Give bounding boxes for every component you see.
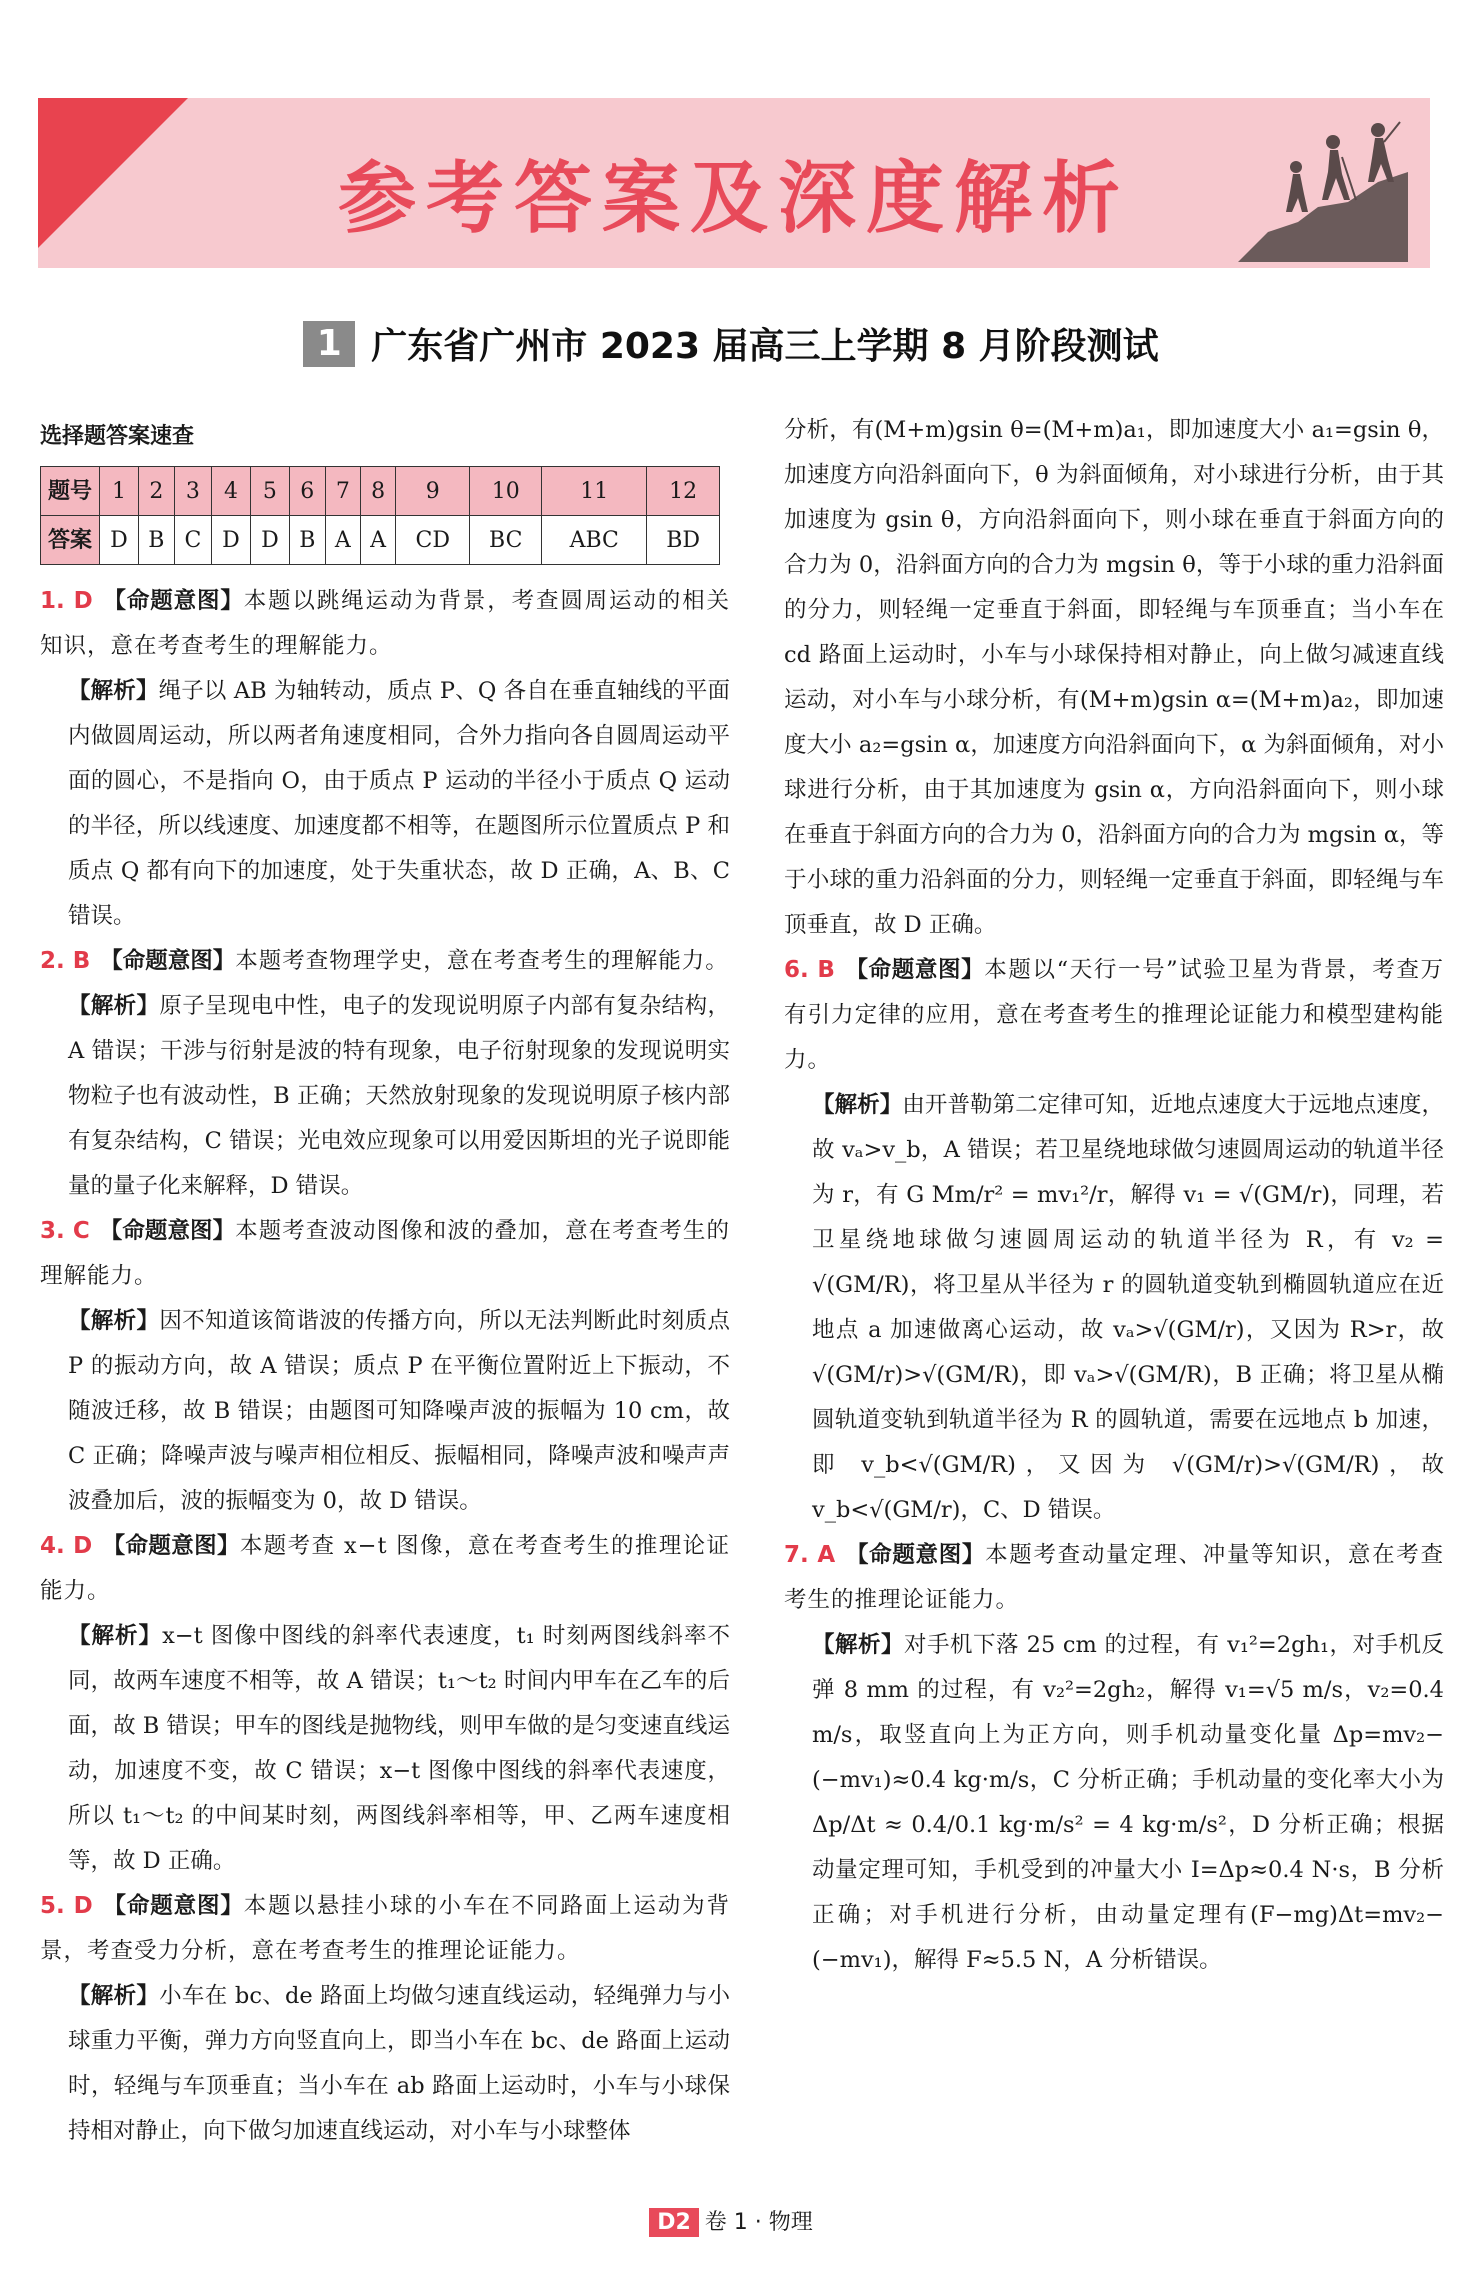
question-intent bbox=[784, 1533, 1444, 1623]
page-footer bbox=[0, 2205, 1462, 2237]
question-analysis bbox=[40, 984, 730, 1209]
banner bbox=[38, 98, 1430, 268]
table-cell: 1 bbox=[100, 467, 139, 516]
section-heading bbox=[0, 318, 1462, 369]
question-intent bbox=[40, 1209, 730, 1299]
question-3 bbox=[40, 1209, 730, 1524]
intent-tag: 【命题意图】 bbox=[102, 1533, 240, 1559]
right-column bbox=[784, 408, 1444, 1983]
table-cell: A bbox=[325, 516, 360, 565]
question-number: 2. B bbox=[40, 948, 91, 974]
question-intent bbox=[40, 1884, 730, 1974]
answer-table-ans-row bbox=[41, 516, 720, 565]
intent-text: 本题考查动量定理、冲量等知识，意在考查考生的推理论证能力。 bbox=[784, 1542, 1444, 1613]
table-cell: C bbox=[174, 516, 211, 565]
question-number: 7. A bbox=[784, 1542, 836, 1568]
analysis-tag: 【解析】 bbox=[68, 1623, 163, 1649]
question-intent bbox=[40, 579, 730, 669]
intent-text: 本题以“天行一号”试验卫星为背景，考查万有引力定律的应用，意在考查考生的推理论证能力和模型建构能力。 bbox=[784, 957, 1444, 1073]
question-intent bbox=[784, 948, 1444, 1083]
question-analysis bbox=[40, 1974, 730, 2154]
question-6 bbox=[784, 948, 1444, 1533]
analysis-tag: 【解析】 bbox=[812, 1632, 904, 1658]
intent-tag: 【命题意图】 bbox=[102, 588, 244, 614]
table-cell: 3 bbox=[174, 467, 211, 516]
question-intent bbox=[40, 939, 730, 984]
banner-title: 参考答案及深度解析 bbox=[337, 154, 1130, 244]
table-cell: B bbox=[138, 516, 174, 565]
analysis-tag: 【解析】 bbox=[68, 678, 159, 704]
question-intent bbox=[40, 1524, 730, 1614]
footer-text: 卷 1 · 物理 bbox=[704, 2210, 813, 2235]
table-cell: CD bbox=[396, 516, 470, 565]
question-analysis bbox=[784, 1623, 1444, 1983]
analysis-text: 原子呈现电中性，电子的发现说明原子内部有复杂结构，A 错误；干涉与衍射是波的特有现象，电子衍射现象的发现说明实物粒子也有波动性，B 正确；天然放射现象的发现说明原子核内部有复杂结构，C 错误；光电效应现象可以用爱因斯坦的光子说即能量的量子化来解释，D 错误。 bbox=[68, 993, 730, 1199]
table-cell: BD bbox=[647, 516, 720, 565]
analysis-text: 对手机下落 25 cm 的过程，有 v₁²=2gh₁，对手机反弹 8 mm 的过程，有 v₂²=2gh₂，解得 v₁=√5 m/s，v₂=0.4 m/s，取竖直向上为正方向，则手机动量变化量 Δp=mv₂−(−mv₁)≈0.4 kg·m/s，C 分析正确；手机动量的变化率大小为 Δp/Δt ≈ 0.4/0.1 kg·m/s² = 4 kg·m/s²，D 分析正确；根据动量定理可知，手机受到的冲量大小 I=Δp≈0.4 N·s，B 分析正确；对手机进行分析，由动量定理有(F−mg)Δt=mv₂−(−mv₁)，解得 F≈5.5 N，A 分析错误。 bbox=[812, 1632, 1444, 1973]
table-cell: D bbox=[100, 516, 139, 565]
analysis-text: x−t 图像中图线的斜率代表速度，t₁ 时刻两图线斜率不同，故两车速度不相等，故 A 错误；t₁～t₂ 时间内甲车在乙车的后面，故 B 错误；甲车的图线是抛物线，则甲车做的是匀变速直线运动，加速度不变，故 C 错误；x−t 图像中图线的斜率代表速度，所以 t₁～t₂ 的中间某时刻，两图线斜率相等，甲、乙两车速度相等，故 D 正确。 bbox=[68, 1623, 730, 1874]
table-cell: 11 bbox=[542, 467, 647, 516]
left-column bbox=[40, 418, 730, 2154]
table-cell: 8 bbox=[360, 467, 395, 516]
hikers-silhouette-icon bbox=[1238, 112, 1408, 262]
question-analysis bbox=[40, 1614, 730, 1884]
question-analysis bbox=[784, 1083, 1444, 1533]
intent-tag: 【命题意图】 bbox=[100, 948, 236, 974]
question-number: 5. D bbox=[40, 1893, 93, 1919]
table-cell: D bbox=[250, 516, 289, 565]
section-number: 1 bbox=[303, 321, 355, 367]
question-5 bbox=[40, 1884, 730, 2154]
quick-answer-title: 选择题答案速查 bbox=[40, 424, 195, 449]
intent-tag: 【命题意图】 bbox=[99, 1218, 236, 1244]
table-cell: 12 bbox=[647, 467, 720, 516]
analysis-text: 绳子以 AB 为轴转动，质点 P、Q 各自在垂直轴线的平面内做圆周运动，所以两者角速度相同，合外力指向各自圆周运动平面的圆心，不是指向 O，由于质点 P 运动的半径小于质点 Q 运动的半径，所以线速度、加速度都不相等，在题图所示位置质点 P 和质点 Q 都有向下的加速度，处于失重状态，故 D 正确，A、B、C 错误。 bbox=[68, 678, 730, 929]
analysis-tag: 【解析】 bbox=[68, 1983, 160, 2009]
table-cell: 9 bbox=[396, 467, 470, 516]
intent-tag: 【命题意图】 bbox=[845, 1542, 986, 1568]
question-2 bbox=[40, 939, 730, 1209]
section-title: 广东省广州市 2023 届高三上学期 8 月阶段测试 bbox=[371, 326, 1159, 367]
question-analysis bbox=[40, 669, 730, 939]
intent-text: 本题考查波动图像和波的叠加，意在考查考生的理解能力。 bbox=[40, 1218, 730, 1289]
intent-tag: 【命题意图】 bbox=[844, 957, 985, 983]
table-cell: B bbox=[289, 516, 325, 565]
question-number: 6. B bbox=[784, 957, 835, 983]
row-label-num: 题号 bbox=[41, 467, 100, 516]
analysis-text: 因不知道该简谐波的传播方向，所以无法判断此时刻质点 P 的振动方向，故 A 错误；质点 P 在平衡位置附近上下振动，不随波迁移，故 B 错误；由题图可知降噪声波的振幅为 10 cm，故 C 正确；降噪声波与噪声相位相反、振幅相同，降噪声波和噪声声波叠加后，波的振幅变为 0，故 D 错误。 bbox=[68, 1308, 730, 1514]
analysis-text: 小车在 bc、de 路面上均做匀速直线运动，轻绳弹力与小球重力平衡，弹力方向竖直向上，即当小车在 bc、de 路面上运动时，轻绳与车顶垂直；当小车在 ab 路面上运动时，小车与小球保持相对静止，向下做匀加速直线运动，对小车与小球整体 bbox=[68, 1983, 730, 2144]
analysis-tag: 【解析】 bbox=[812, 1092, 903, 1118]
analysis-tag: 【解析】 bbox=[68, 1308, 160, 1334]
table-cell: 6 bbox=[289, 467, 325, 516]
question-4 bbox=[40, 1524, 730, 1884]
intent-tag: 【命题意图】 bbox=[102, 1893, 244, 1919]
table-cell: D bbox=[212, 516, 251, 565]
table-cell: 10 bbox=[470, 467, 542, 516]
answer-table bbox=[40, 466, 720, 565]
table-cell: 7 bbox=[325, 467, 360, 516]
page-number: D2 bbox=[649, 2208, 699, 2237]
table-cell: 4 bbox=[212, 467, 251, 516]
table-cell: BC bbox=[470, 516, 542, 565]
question-analysis bbox=[40, 1299, 730, 1524]
answer-table-num-row bbox=[41, 467, 720, 516]
question-number: 4. D bbox=[40, 1533, 93, 1559]
analysis-text: 由开普勒第二定律可知，近地点速度大于远地点速度，故 vₐ>v_b，A 错误；若卫星绕地球做匀速圆周运动的轨道半径为 r，有 G Mm/r² = mv₁²/r，解得 v₁ = √(GM/r)，同理，若卫星绕地球做匀速圆周运动的轨道半径为 R，有 v₂ = √(GM/R)，将卫星从半径为 r 的圆轨道变轨到椭圆轨道应在近地点 a 加速做离心运动，故 vₐ>√(GM/r)，又因为 R>r，故 √(GM/r)>√(GM/R)，即 vₐ>√(GM/R)，B 正确；将卫星从椭圆轨道变轨到轨道半径为 R 的圆轨道，需要在远地点 b 加速，即 v_b<√(GM/R)，又因为 √(GM/r)>√(GM/R)，故 v_b<√(GM/r)，C、D 错误。 bbox=[812, 1092, 1444, 1523]
table-cell: 5 bbox=[250, 467, 289, 516]
analysis-tag: 【解析】 bbox=[68, 993, 160, 1019]
intent-text: 本题考查物理学史，意在考查考生的理解能力。 bbox=[235, 948, 729, 974]
intent-text: 本题以跳绳运动为背景，考查圆周运动的相关知识，意在考查考生的理解能力。 bbox=[40, 588, 730, 659]
row-label-ans: 答案 bbox=[41, 516, 100, 565]
intent-text: 本题考查 x−t 图像，意在考查考生的推理论证能力。 bbox=[40, 1533, 731, 1604]
question-1 bbox=[40, 579, 730, 939]
question-number: 1. D bbox=[40, 588, 93, 614]
question-5-analysis-continued: 分析，有(M+m)gsin θ=(M+m)a₁，即加速度大小 a₁=gsin θ，加速度方向沿斜面向下，θ 为斜面倾角，对小球进行分析，由于其加速度为 gsin θ，方向沿斜面向下，则小球在垂直于斜面方向的合力为 0，沿斜面方向的合力为 mgsin θ，等于小球的重力沿斜面的分力，则轻绳一定垂直于斜面，即轻绳与车顶垂直；当小车在 cd 路面上运动时，小车与小球保持相对静止，向上做匀减速直线运动，对小车与小球分析，有(M+m)gsin α=(M+m)a₂，即加速度大小 a₂=gsin α，加速度方向沿斜面向下，α 为斜面倾角，对小球进行分析，由于其加速度为 gsin α，方向沿斜面向下，则小球在垂直于斜面方向的合力为 0，沿斜面方向的合力为 mgsin α，等于小球的重力沿斜面的分力，则轻绳一定垂直于斜面，即轻绳与车顶垂直，故 D 正确。 bbox=[784, 417, 1444, 938]
question-7 bbox=[784, 1533, 1444, 1983]
table-cell: ABC bbox=[542, 516, 647, 565]
table-cell: A bbox=[360, 516, 395, 565]
question-number: 3. C bbox=[40, 1218, 90, 1244]
table-cell: 2 bbox=[138, 467, 174, 516]
intent-text: 本题以悬挂小球的小车在不同路面上运动为背景，考查受力分析，意在考查考生的推理论证能力。 bbox=[40, 1893, 730, 1964]
